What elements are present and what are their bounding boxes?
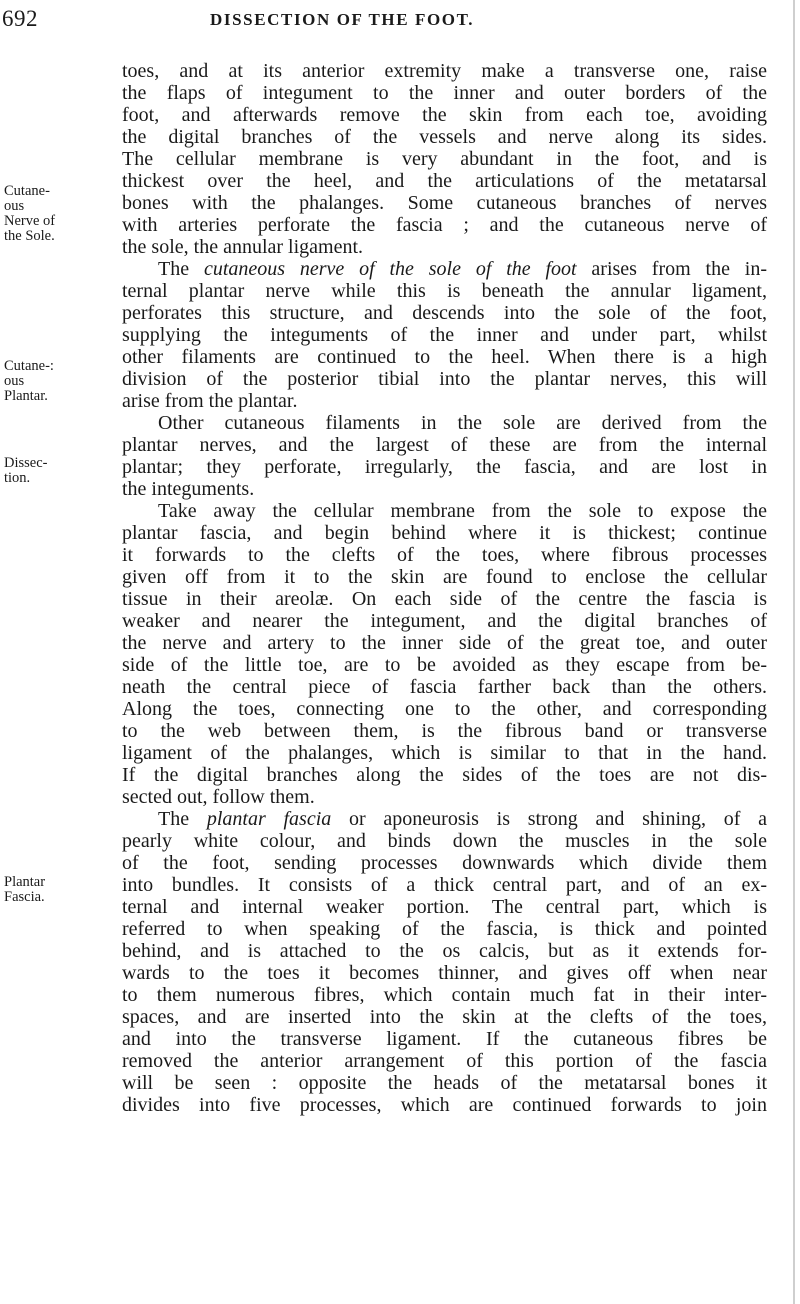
text-line: plantar fascia, and begin behind where it is thickest; continue <box>122 522 767 544</box>
text-line: the integuments. <box>122 478 255 500</box>
text-line: divides into five processes, which are continued forwards to join <box>122 1094 767 1116</box>
text-line: plantar; they perforate, irregularly, the fascia, and are lost in <box>122 456 767 478</box>
text-line: removed the anterior arrangement of this portion of the fascia <box>122 1050 767 1072</box>
text-line <box>158 258 767 280</box>
text-line: behind, and is attached to the os calcis, but as it extends for- <box>122 940 767 962</box>
italic-term: cutaneous nerve of the sole of the foot <box>203 258 577 280</box>
margin-note-line: Nerve of <box>4 213 56 229</box>
text-line: supplying the integuments of the inner and under part, whilst <box>122 324 767 346</box>
margin-note-line: the Sole. <box>4 228 55 244</box>
margin-note-cutaneous-plantar <box>4 359 88 404</box>
text-line: perforates this structure, and descends into the sole of the foot, <box>122 302 767 324</box>
margin-note-line: Plantar. <box>4 388 48 404</box>
text-line: neath the central piece of fascia farther back than the others. <box>122 676 767 698</box>
text-line <box>158 808 767 830</box>
text-line: it forwards to the clefts of the toes, where fibrous processes <box>122 544 767 566</box>
text-line: Along the toes, connecting one to the other, and corresponding <box>122 698 767 720</box>
margin-note-line: Plantar <box>4 874 46 890</box>
text-run: arises from the in- <box>576 258 767 280</box>
text-line: and into the transverse ligament. If the cutaneous fibres be <box>122 1028 767 1050</box>
text-line: other filaments are continued to the heel. When there is a high <box>122 346 767 368</box>
text-line: The cellular membrane is very abundant in the foot, and is <box>122 148 767 170</box>
text-run: The <box>158 808 207 830</box>
margin-note-plantar-fascia <box>4 875 88 905</box>
text-line: ternal plantar nerve while this is beneath the annular ligament, <box>122 280 767 302</box>
text-line: ternal and internal weaker portion. The central part, which is <box>122 896 767 918</box>
text-line: the digital branches of the vessels and nerve along its sides. <box>122 126 767 148</box>
text-line: pearly white colour, and binds down the muscles in the sole <box>122 830 767 852</box>
text-run: The <box>158 258 204 280</box>
margin-note-cutaneous-nerve <box>4 184 88 244</box>
margin-note-line: Cutane- <box>4 183 50 199</box>
text-line: will be seen : opposite the heads of the metatarsal bones it <box>122 1072 767 1094</box>
page-number: 692 <box>2 6 38 31</box>
text-run: or aponeurosis is strong and shining, of a <box>331 808 768 830</box>
text-line: given off from it to the skin are found to enclose the cellular <box>122 566 767 588</box>
text-line: wards to the toes it becomes thinner, and gives off when near <box>122 962 767 984</box>
text-line: toes, and at its anterior extremity make a transverse one, raise <box>122 60 767 82</box>
text-line: spaces, and are inserted into the skin at the clefts of the toes, <box>122 1006 767 1028</box>
margin-note-line: ous <box>4 373 25 389</box>
margin-note-line: Cutane-: <box>4 358 54 374</box>
text-line: side of the little toe, are to be avoided as they escape from be- <box>122 654 767 676</box>
text-line: with arteries perforate the fascia ; and the cutaneous nerve of <box>122 214 767 236</box>
page-edge <box>793 0 795 1304</box>
text-line: into bundles. It consists of a thick central part, and of an ex- <box>122 874 767 896</box>
text-line: the sole, the annular ligament. <box>122 236 364 258</box>
text-line: Take away the cellular membrane from the sole to expose the <box>158 500 767 522</box>
italic-term: plantar fascia <box>206 808 332 830</box>
margin-note-line: Fascia. <box>4 889 45 905</box>
text-line: referred to when speaking of the fascia, is thick and pointed <box>122 918 767 940</box>
text-line: arise from the plantar. <box>122 390 298 412</box>
text-line: division of the posterior tibial into the plantar nerves, this will <box>122 368 767 390</box>
text-line: thickest over the heel, and the articulations of the metatarsal <box>122 170 767 192</box>
text-line: to the web between them, is the fibrous band or transverse <box>122 720 767 742</box>
text-line: the nerve and artery to the inner side of the great toe, and outer <box>122 632 767 654</box>
margin-note-dissection <box>4 456 88 486</box>
text-line: plantar nerves, and the largest of these are from the internal <box>122 434 767 456</box>
text-line: ligament of the phalanges, which is similar to that in the hand. <box>122 742 767 764</box>
text-line: Other cutaneous filaments in the sole are derived from the <box>158 412 767 434</box>
text-line: of the foot, sending processes downwards which divide them <box>122 852 767 874</box>
margin-note-line: Dissec- <box>4 455 48 471</box>
page-header <box>0 6 780 36</box>
text-line: to them numerous fibres, which contain much fat in their inter- <box>122 984 767 1006</box>
text-line: If the digital branches along the sides of the toes are not dis- <box>122 764 767 786</box>
margin-note-line: ous <box>4 198 25 214</box>
text-line: bones with the phalanges. Some cutaneous branches of nerves <box>122 192 767 214</box>
text-line: tissue in their areolæ. On each side of the centre the fascia is <box>122 588 767 610</box>
text-line: sected out, follow them. <box>122 786 315 808</box>
text-line: weaker and nearer the integument, and the digital branches of <box>122 610 767 632</box>
text-line: the flaps of integument to the inner and outer borders of the <box>122 82 767 104</box>
running-head: DISSECTION OF THE FOOT. <box>210 10 475 29</box>
text-line: foot, and afterwards remove the skin from each toe, avoiding <box>122 104 767 126</box>
margin-note-line: tion. <box>4 470 31 486</box>
